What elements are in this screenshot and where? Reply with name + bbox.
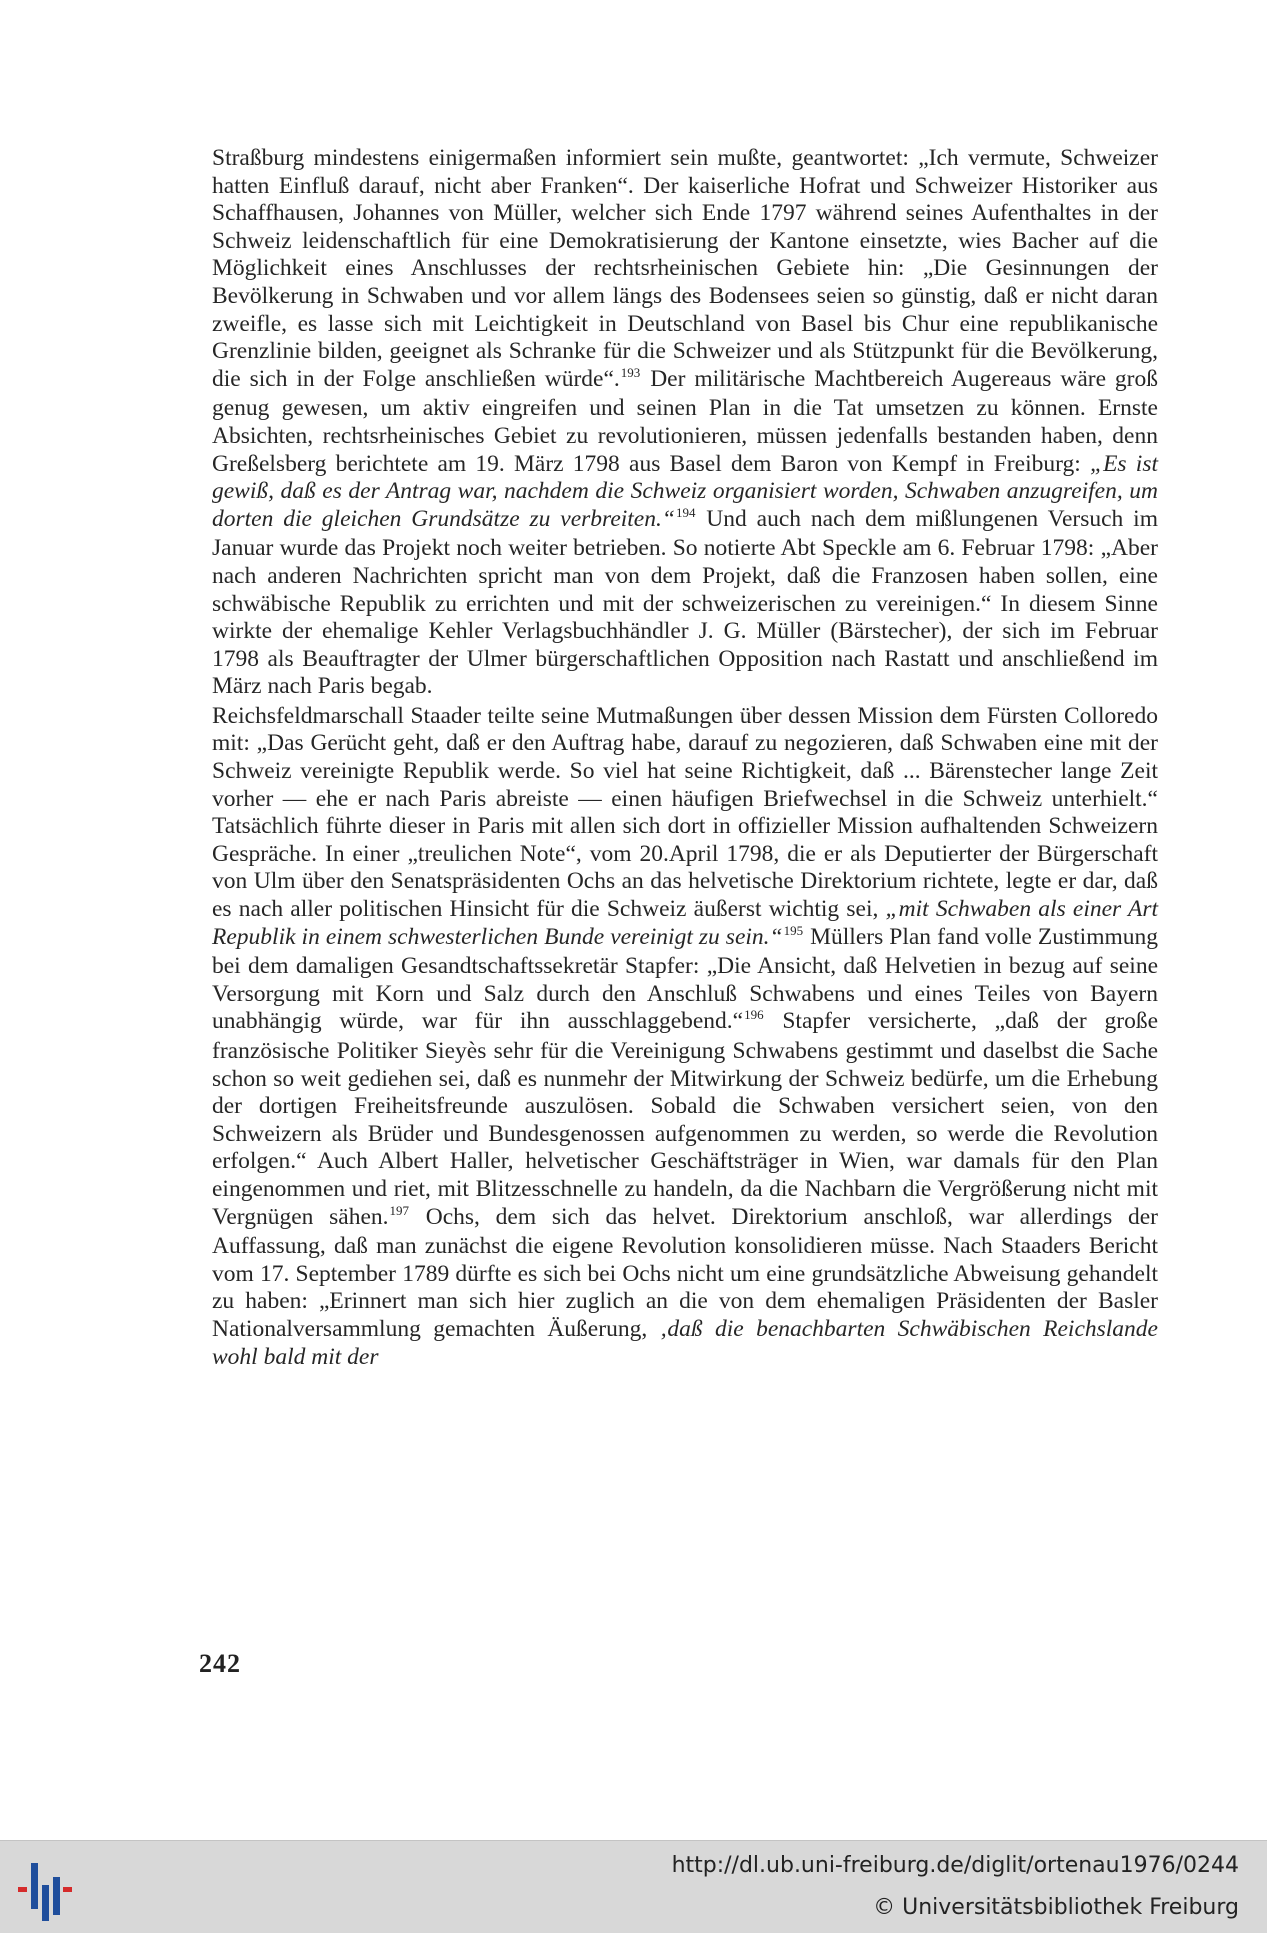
paragraph-1 <box>212 145 1158 701</box>
page-number: 242 <box>199 1649 241 1678</box>
footnote-ref-194: 194 <box>675 504 696 520</box>
paragraph-1-text-2: Der militärische Machtbereich Augereaus wäre groß genug gewesen, um aktiv eingreifen und seinen Plan in die Tat umsetzen zu können. Ernste Absichten, rechtsrheinisches Gebiet zu revolutionieren, müssen jedenfalls bestanden haben, denn Greßelsberg berichtete am 19. März 1798 aus Basel dem Baron von Kempf in Freiburg: <box>212 365 1158 477</box>
ub-freiburg-logo-icon <box>14 1855 74 1921</box>
paragraph-1-text-3: Und auch nach dem mißlungenen Versuch im Januar wurde das Projekt noch weiter betrieben. So notierte Abt Speckle am 6. Februar 1798: „Aber nach anderen Nachrichten spricht man von dem Projekt, daß die Franzosen haben sollen, eine schwäbische Republik zu errichten und mit der schweizerischen zu vereinigen.“ In diesem Sinne wirkte der ehemalige Kehler Verlagsbuchhändler J. G. Müller (Bärstecher), der sich im Februar 1798 als Beauftragter der Ulmer bürgerschaftlichen Opposition nach Rastatt und anschließend im März nach Paris begab. <box>212 505 1158 700</box>
footnote-ref-196: 196 <box>744 1007 764 1023</box>
paragraph-1-italic-quote: „Es ist gewiß, daß es der Antrag war, nachdem die Schweiz organisiert worden, Schwaben anzugreifen, um dorten die gleichen Grundsätze zu verbreiten.“ <box>212 450 1158 532</box>
footnote-ref-197: 197 <box>389 1202 409 1218</box>
paragraph-2-italic-quote-1: „mit Schwaben als einer Art Republik in einem schwesterlichen Bunde vereinigt zu sein.“ <box>212 896 1158 950</box>
paragraph-2-text-3: Stapfer versicherte, „daß der große französische Politiker Sieyès sehr für die Vereinigung Schwabens gestimmt und daselbst die Sache schon so weit gediehen sei, daß es nunmehr der Mitwirkung der Schweiz bedürfe, um die Erhebung der dortigen Freiheitsfreunde auszulösen. Sobald die Schwaben versichert seien, von den Schweizern als Brüder und Bundesgenossen aufgenommen zu werden, so werde die Revolution erfolgen.“ Auch Albert Haller, helvetischer Geschäftsträger in Wien, war damals für den Plan eingenommen und riet, mit Blitzesschnelle zu handeln, da die Nachbarn die Vergrößerung nicht mit Vergnügen sähen. <box>212 1008 1158 1230</box>
paragraph-1-text-1: Straßburg mindestens einigermaßen informiert sein mußte, geantwortet: „Ich vermute, Schweizer hatten Einfluß darauf, nicht aber Franken“. Der kaiserliche Hofrat und Schweizer Historiker aus Schaffhausen, Johannes von Müller, welcher sich Ende 1797 während seines Aufenthaltes in der Schweiz leidenschaftlich für eine Demokratisierung der Kantone einsetzte, wies Bacher auf die Möglichkeit eines Anschlusses der rechtsrheinischen Gebiete hin: „Die Gesinnungen der Bevölkerung in Schwaben und vor allem längs des Bodensees seien so günstig, daß er nicht daran zweifle, es lasse sich mit Leichtigkeit in Deutschland von Basel bis Chur eine republikanische Grenzlinie bilden, geeignet als Schranke für die Schweizer und als Stützpunkt für die Bevölkerung, die sich in der Folge anschließen würde“. <box>212 145 1158 392</box>
paragraph-2-text-1: Reichsfeldmarschall Staader teilte seine Mutmaßungen über dessen Mission dem Fürsten Colloredo mit: „Das Gerücht geht, daß er den Auftrag habe, darauf zu negozieren, daß Schwaben eine mit der Schweiz vereinigte Republik werde. So viel hat seine Richtigkeit, daß ... Bärenstecher lange Zeit vorher — ehe er nach Paris abreiste — einen häufigen Briefwechsel in die Schweiz unterhielt.“ Tatsächlich führte dieser in Paris mit allen sich dort in offizieller Mission aufhaltenden Schweizern Gespräche. In einer „treulichen Note“, vom 20.April 1798, die er als Deputierter der Bürgerschaft von Ulm über den Senatspräsidenten Ochs an das helvetische Direktorium richtete, legte er dar, daß es nach aller politischen Hinsicht für die Schweiz äußerst wichtig sei, <box>212 702 1158 923</box>
paragraph-2-text-2: Müllers Plan fand volle Zustimmung bei dem damaligen Gesandtschaftssekretär Stapfer: „Die Ansicht, daß Helvetien in bezug auf seine Versorgung mit Korn und Salz durch den Anschluß Schwabens und eines Teiles von Bayern unabhängig würde, war für ihn ausschlaggebend.“ <box>212 923 1158 1035</box>
page-url-link[interactable]: http://dl.ub.uni-freiburg.de/diglit/ortenau1976/0244 <box>671 1853 1239 1878</box>
copyright-notice: © Universitätsbibliothek Freiburg <box>873 1895 1239 1920</box>
paragraph-2 <box>212 703 1158 1371</box>
footnote-ref-195: 195 <box>783 922 804 938</box>
footnote-ref-193: 193 <box>620 364 641 380</box>
paragraph-2-italic-quote-2: ‚daß die benachbarten Schwäbischen Reichslande wohl bald mit der <box>212 1315 1158 1370</box>
viewer-footer <box>0 1840 1267 1933</box>
body-text <box>212 145 1158 1371</box>
paragraph-2-text-4: Ochs, dem sich das helvet. Direktorium anschloß, war allerdings der Auffassung, daß man zunächst die eigene Revolution konsolidieren müsse. Nach Staaders Bericht vom 17. September 1789 dürfte es sich bei Ochs nicht um eine grundsätzliche Abweisung gehandelt zu haben: „Erinnert man sich hier zuglich an die von dem ehemaligen Präsidenten der Basler Nationalversammlung gemachten Äußerung, <box>212 1203 1158 1342</box>
